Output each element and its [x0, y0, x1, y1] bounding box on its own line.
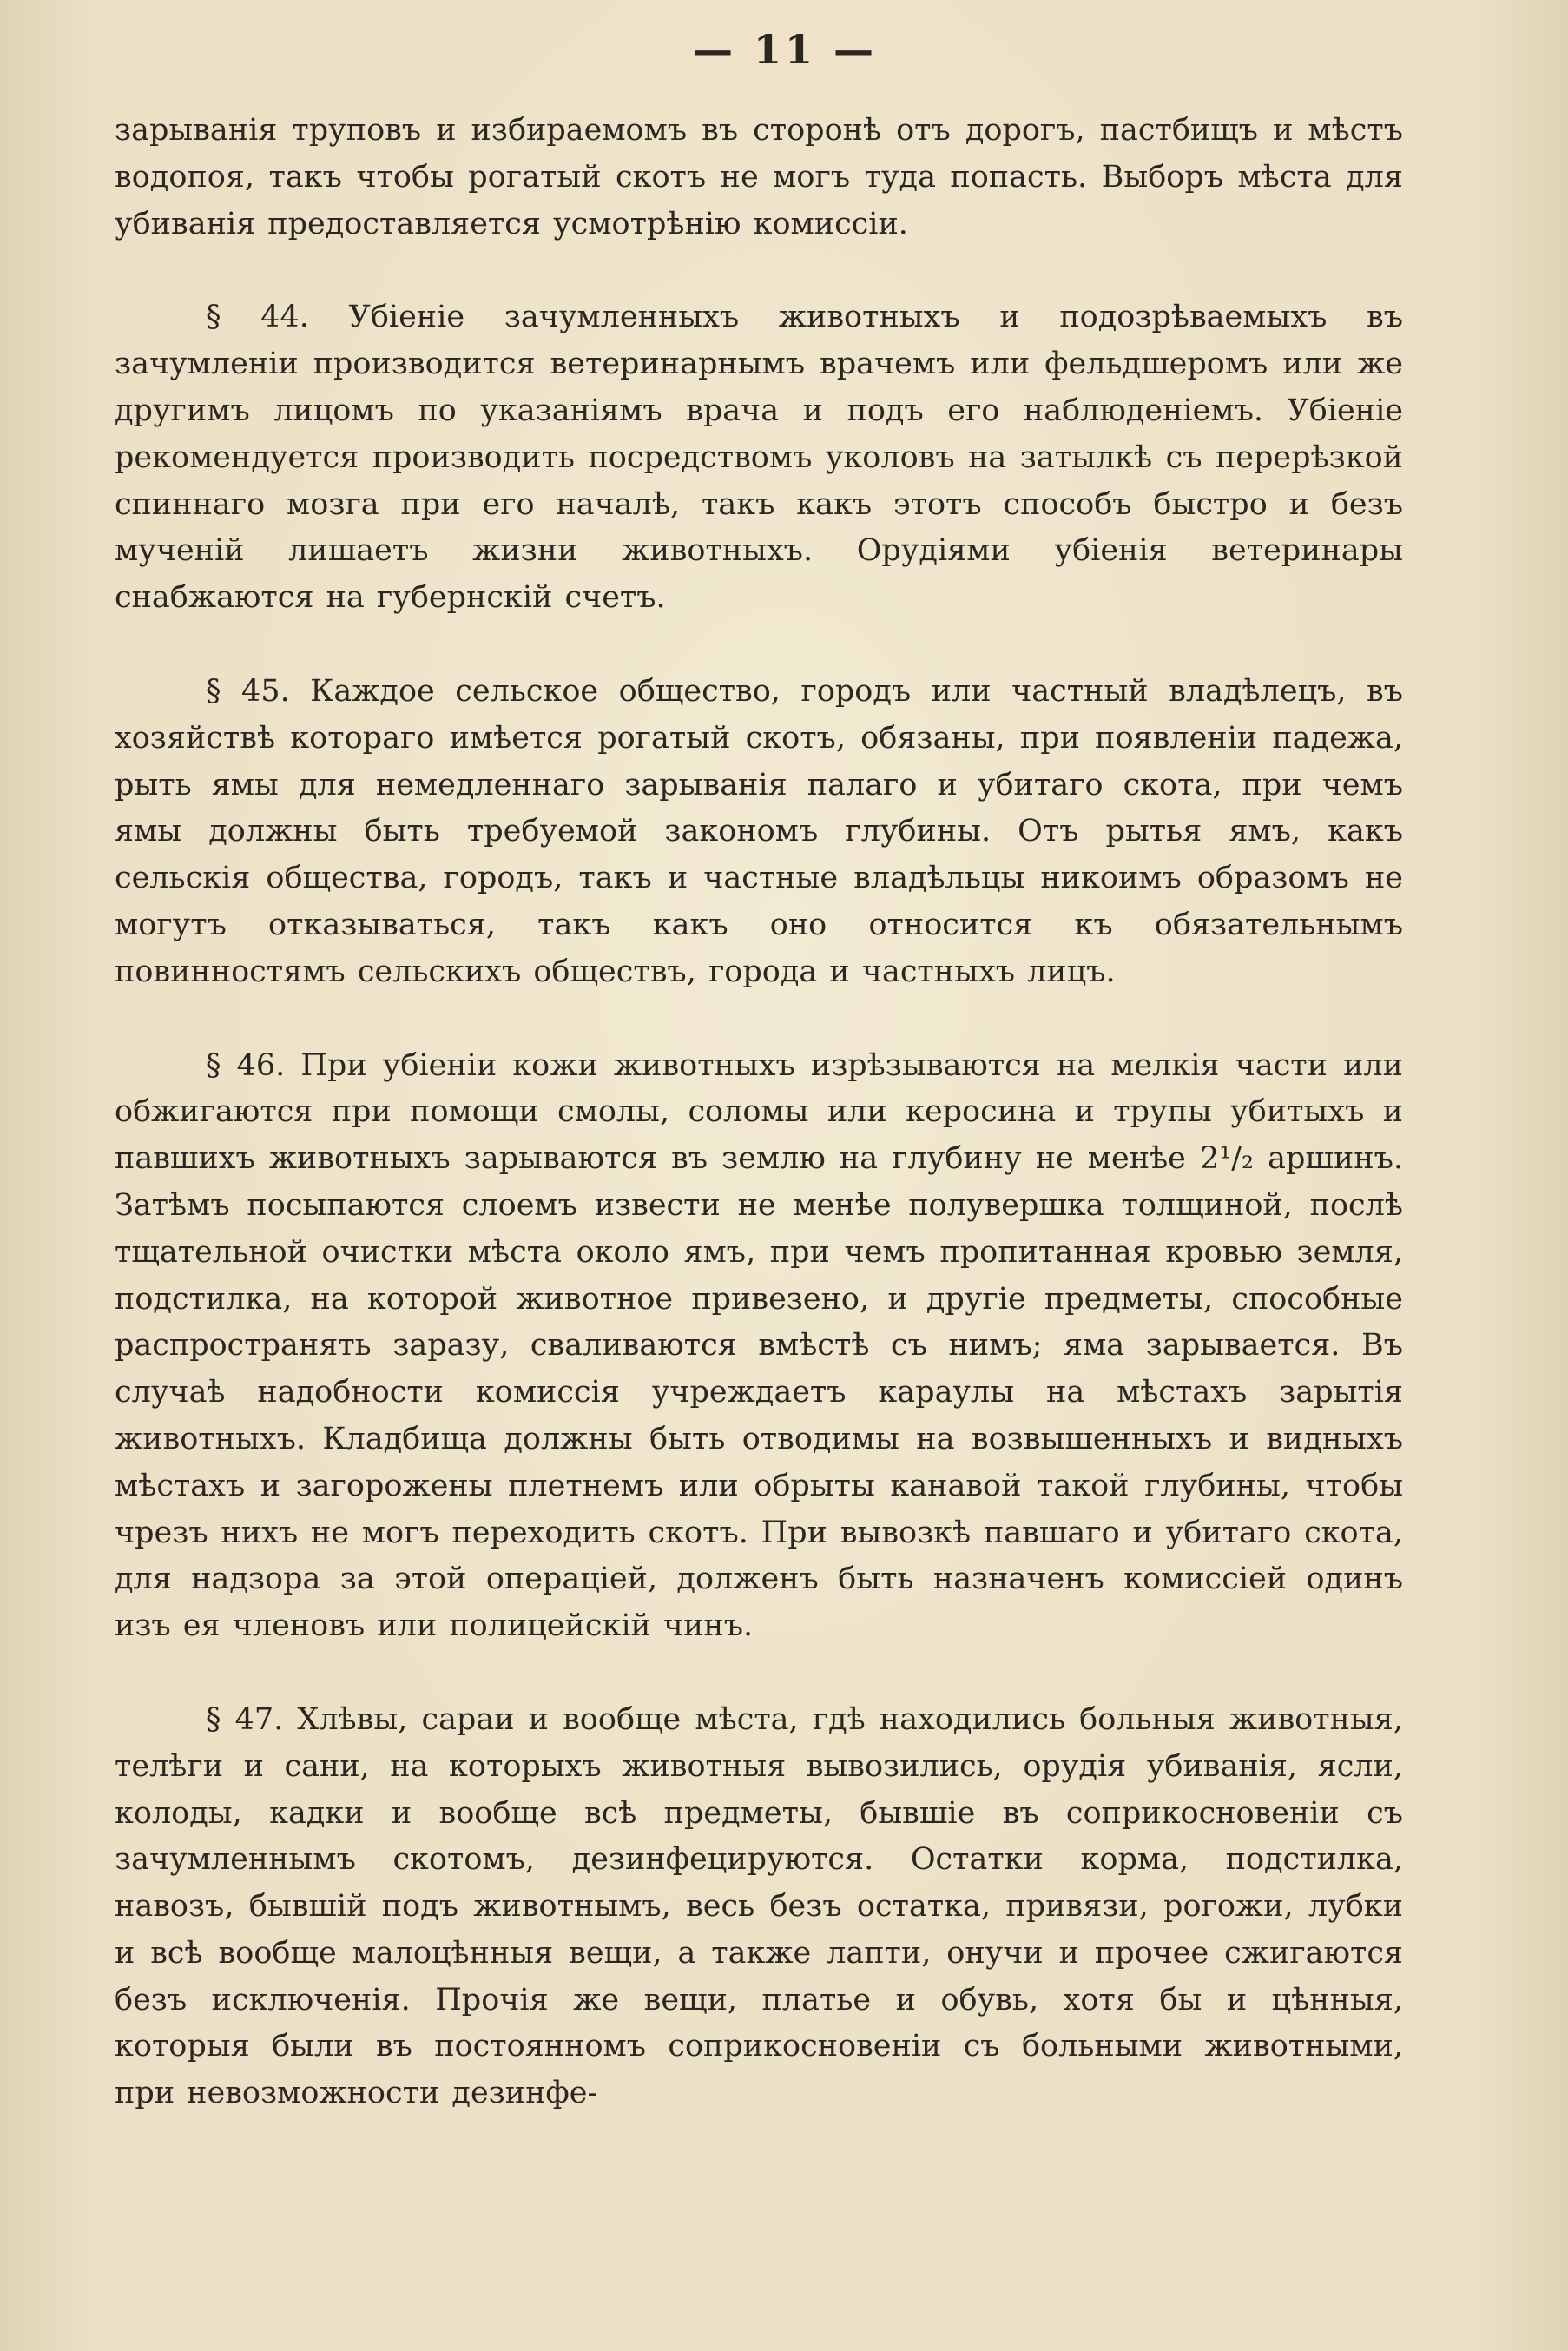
paragraph-section-45: § 45. Каждое сельское общество, городъ или частный владѣлецъ, въ хозяйствѣ котораго имѣется рогатый скотъ, обязаны, при появленіи падежа, рыть ямы для немедленнаго зарыванія палаго и убитаго скота, при чемъ ямы должны быть требуемой закономъ глубины. Отъ рытья ямъ, какъ сельскія общества, городъ, такъ и частные владѣльцы никоимъ образомъ не могутъ отказываться, такъ какъ оно относится къ обязательнымъ повинностямъ сельскихъ обществъ, города и частныхъ лицъ. [115, 673, 1403, 989]
paragraph-section-44: § 44. Убіеніе зачумленныхъ животныхъ и подозрѣваемыхъ въ зачумленіи производится ветеринарнымъ врачемъ или фельдшеромъ или же другимъ лицомъ по указаніямъ врача и подъ его наблюденіемъ. Убіеніе рекомендуется производить посредствомъ уколовъ на затылкѣ съ перерѣзкой спиннаго мозга при его началѣ, такъ какъ этотъ способъ быстро и безъ мученій лишаетъ жизни животныхъ. Орудіями убіенія ветеринары снабжаются на губернскій счетъ. [115, 300, 1403, 616]
paragraph-continuation: зарыванія труповъ и избираемомъ въ сторонѣ отъ дорогъ, пастбищъ и мѣстъ водопоя, такъ чтобы рогатый скотъ не могъ туда попасть. Выборъ мѣста для убиванія предоставляется усмотрѣнію комиссіи. [115, 113, 1403, 241]
page-number: — 11 — [692, 26, 878, 73]
paragraph-section-47: § 47. Хлѣвы, сараи и вообще мѣста, гдѣ находились больныя животныя, телѣги и сани, на которыхъ животныя вывозились, орудія убиванія, ясли, колоды, кадки и вообще всѣ предметы, бывшіе въ соприкосновеніи съ зачумленнымъ скотомъ, дезинфецируются. Остатки корма, подстилка, навозъ, бывшій подъ животнымъ, весь безъ остатка, привязи, рогожи, лубки и всѣ вообще малоцѣнныя вещи, а также лапти, онучи и прочее сжигаются безъ исключенія. Прочія же вещи, платье и обувь, хотя бы и цѣнныя, которыя были въ постоянномъ соприкосновеніи съ больными животными, при невозможности дезинфе- [115, 1701, 1403, 2111]
paragraph-section-46: § 46. При убіеніи кожи животныхъ изрѣзываются на мелкія части или обжигаются при помощи смолы, соломы или керосина и трупы убитыхъ и павшихъ животныхъ зарываются въ землю на глубину не менѣе 2¹/₂ аршинъ. Затѣмъ посыпаются слоемъ извести не менѣе полувершка толщиной, послѣ тщательной очистки мѣста около ямъ, при чемъ пропитанная кровью земля, подстилка, на которой животное привезено, и другіе предметы, способные распространять заразу, сваливаются вмѣстѣ съ нимъ; яма зарывается. Въ случаѣ надобности комиссія учреждаетъ караулы на мѣстахъ зарытія животныхъ. Кладбища должны быть отводимы на возвышенныхъ и видныхъ мѣстахъ и загорожены плетнемъ или обрыты канавой такой глубины, чтобы чрезъ нихъ не могъ переходить скотъ. При вывозкѣ павшаго и убитаго скота, для надзора за этой операціей, долженъ быть назначенъ комиссіей одинъ изъ ея членовъ или полицейскій чинъ. [115, 1047, 1403, 1644]
